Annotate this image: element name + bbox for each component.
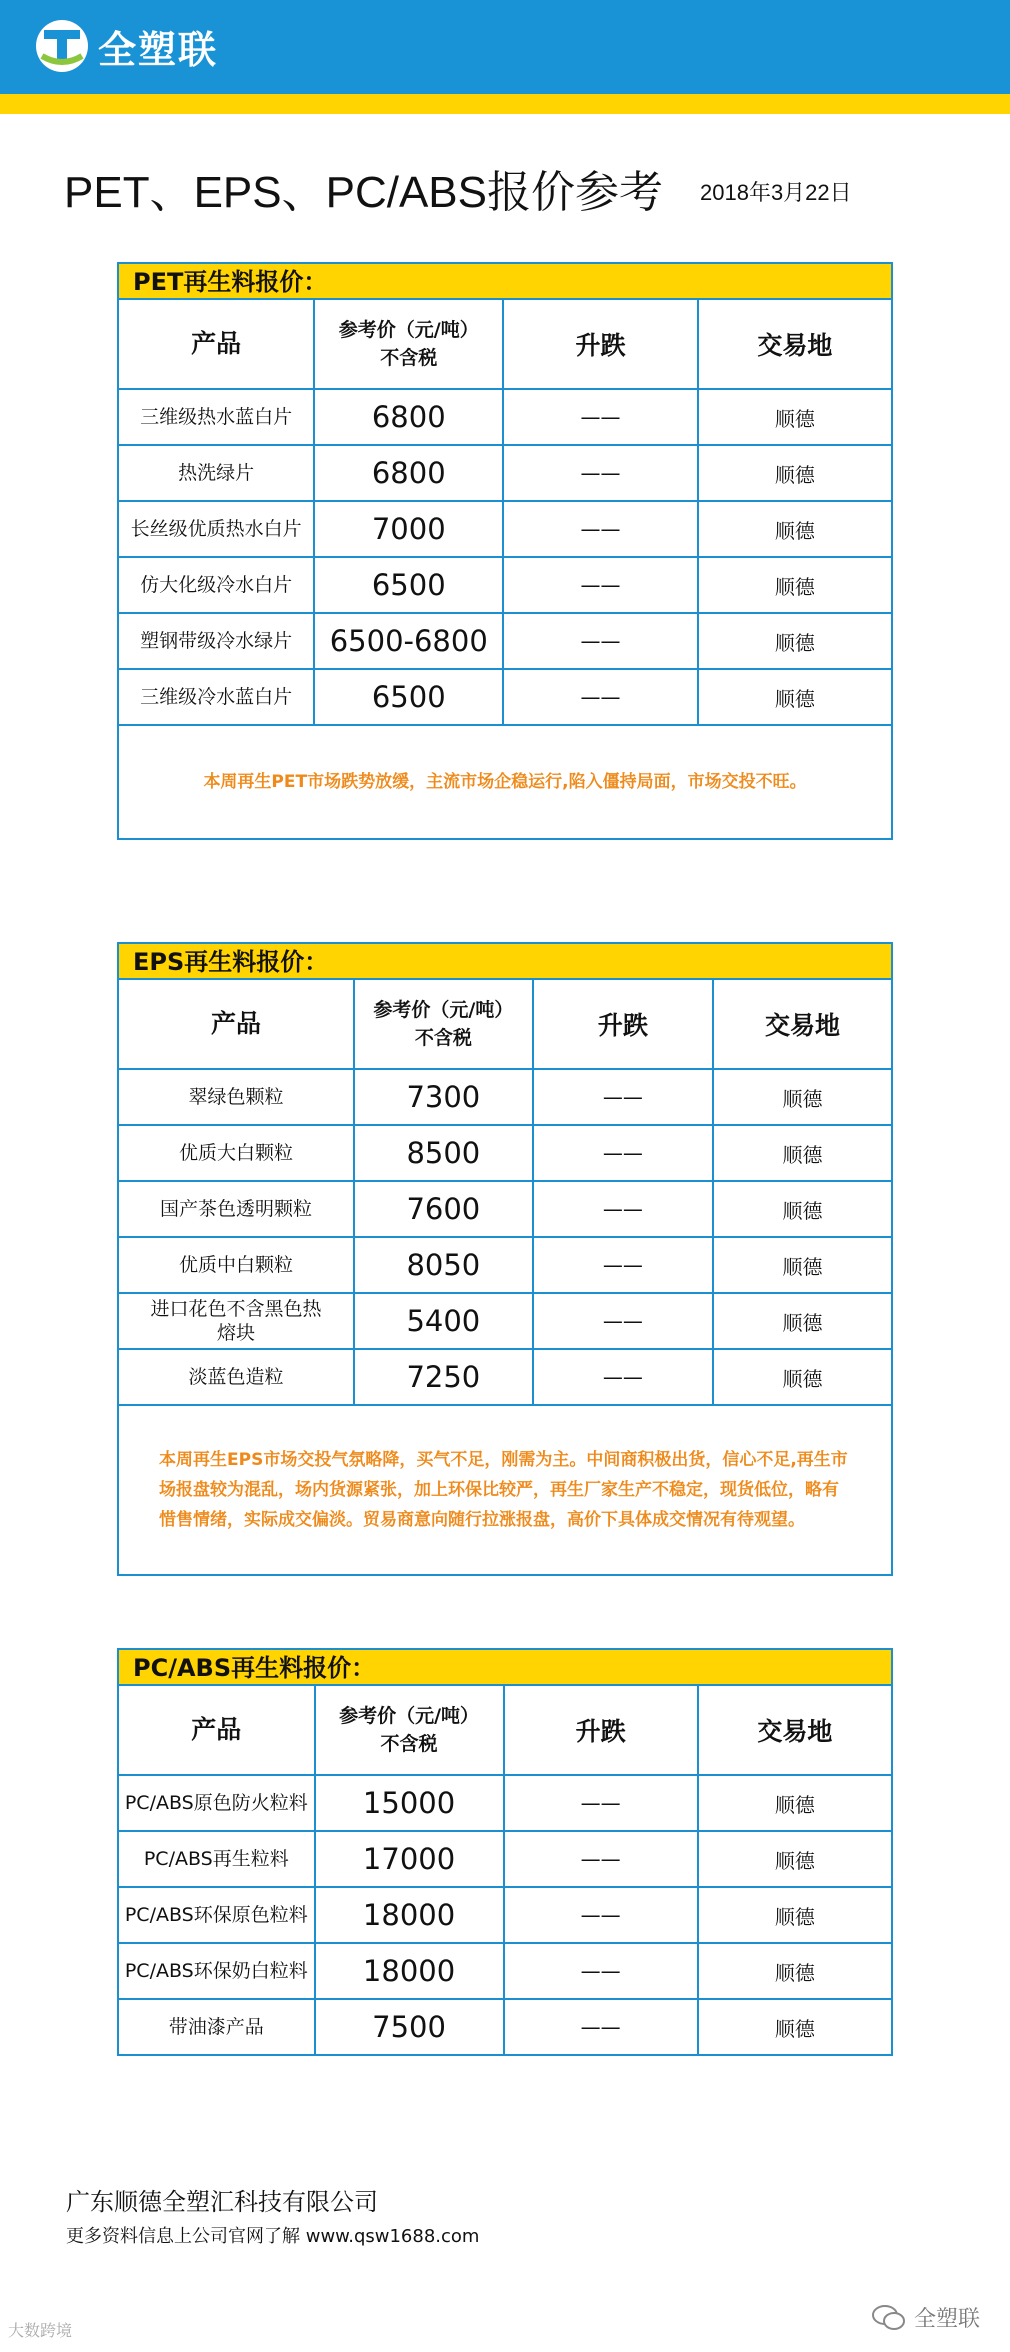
col-product: 产品 [118,299,314,389]
cell-price: 6500-6800 [314,613,503,669]
table-row [118,389,892,445]
table-row [118,1237,892,1293]
cell-place: 顺德 [713,1069,892,1125]
cell-place: 顺德 [713,1125,892,1181]
table-header-row [118,299,892,389]
section-title: EPS再生料报价： [117,942,893,978]
cell-place: 顺德 [698,1887,892,1943]
table-row [118,1125,892,1181]
cell-product: 淡蓝色造粒 [118,1349,354,1405]
col-price-line1: 参考价（元/吨） [339,1705,480,1727]
cell-product: 长丝级优质热水白片 [118,501,314,557]
table-row [118,613,892,669]
cell-price: 7500 [315,1999,504,2055]
table-row [118,445,892,501]
cell-price: 7300 [354,1069,532,1125]
page-date: 2018年3月22日 [700,180,852,205]
col-price-line2: 不含税 [414,1027,472,1049]
cell-product: PC/ABS环保奶白粒料 [118,1943,315,1999]
cell-price: 7250 [354,1349,532,1405]
cell-place: 顺德 [698,445,892,501]
cell-product: 热洗绿片 [118,445,314,501]
logo-icon [34,18,90,74]
table-row [118,1775,892,1831]
cell-price: 7000 [314,501,503,557]
table-header-row [118,1685,892,1775]
col-price [314,299,503,389]
table-row [118,501,892,557]
col-place: 交易地 [698,1685,892,1775]
table-header-row [118,979,892,1069]
table-row [118,1943,892,1999]
cell-change: —— [533,1237,713,1293]
col-change: 升跌 [533,979,713,1069]
cell-place: 顺德 [713,1349,892,1405]
market-note: 本周再生PET市场跌势放缓，主流市场企稳运行,陷入僵持局面，市场交投不旺。 [118,725,892,839]
cell-price: 18000 [315,1943,504,1999]
table-row [118,1349,892,1405]
cell-price: 8500 [354,1125,532,1181]
table-row [118,669,892,725]
table-row [118,1831,892,1887]
cell-product: 带油漆产品 [118,1999,315,2055]
cell-change: —— [504,1943,698,1999]
brand-name: 全塑联 [98,27,219,72]
cell-change: —— [503,445,697,501]
cell-change: —— [533,1125,713,1181]
cell-price: 6500 [314,557,503,613]
cell-product: 塑钢带级冷水绿片 [118,613,314,669]
cell-price: 7600 [354,1181,532,1237]
cell-place: 顺德 [713,1237,892,1293]
cell-change: —— [504,1887,698,1943]
cell-change: —— [503,389,697,445]
col-change: 升跌 [504,1685,698,1775]
cell-change: —— [503,557,697,613]
table-row [118,557,892,613]
cell-change: —— [533,1069,713,1125]
market-note: 本周再生EPS市场交投气氛略降，买气不足，刚需为主。中间商积极出货，信心不足,再生市场报盘较为混乱，场内货源紧张，加上环保比较严，再生厂家生产不稳定，现货低位，略有惜售情绪，实际成交偏淡。贸易商意向随行拉涨报盘，高价下具体成交情况有待观望。 [118,1405,892,1575]
cell-product: PC/ABS原色防火粒料 [118,1775,315,1831]
section-title: PC/ABS再生料报价： [117,1648,893,1684]
cell-place: 顺德 [698,1943,892,1999]
col-price-line1: 参考价（元/吨） [373,999,514,1021]
note-row [118,1405,892,1575]
col-product: 产品 [118,1685,315,1775]
brand-logo [34,16,218,76]
cell-product: 国产茶色透明颗粒 [118,1181,354,1237]
cell-product: PC/ABS环保原色粒料 [118,1887,315,1943]
corner-brand: 全塑联 [914,2307,981,2332]
col-price-line2: 不含税 [380,1733,438,1755]
section-eps [117,942,893,1576]
cell-change: —— [503,613,697,669]
col-place: 交易地 [713,979,892,1069]
table-row [118,1887,892,1943]
footer-company: 广东顺德全塑汇科技有限公司 [66,2188,378,2216]
col-price [315,1685,504,1775]
header-stripe [0,94,1010,114]
cell-product: 翠绿色颗粒 [118,1069,354,1125]
cell-product: 优质大白颗粒 [118,1125,354,1181]
cell-place: 顺德 [698,1775,892,1831]
cell-change: —— [504,1999,698,2055]
cell-place: 顺德 [698,557,892,613]
cell-product: 仿大化级冷水白片 [118,557,314,613]
col-price [354,979,532,1069]
price-table [117,1684,893,2056]
cell-price: 5400 [354,1293,532,1349]
table-row [118,1069,892,1125]
note-row [118,725,892,839]
cell-product: 进口花色不含黑色热熔块 [118,1293,354,1349]
cell-change: —— [533,1349,713,1405]
cell-price: 18000 [315,1887,504,1943]
corner-watermark-right [872,2302,980,2333]
cell-product: 三维级热水蓝白片 [118,389,314,445]
price-table [117,978,893,1576]
table-row [118,1999,892,2055]
cell-change: —— [533,1181,713,1237]
col-place: 交易地 [698,299,892,389]
col-price-line2: 不含税 [380,347,438,369]
col-price-line1: 参考价（元/吨） [338,319,479,341]
section-pet [117,262,893,840]
cell-price: 6800 [314,389,503,445]
cell-change: —— [533,1293,713,1349]
cell-place: 顺德 [713,1181,892,1237]
cell-place: 顺德 [698,389,892,445]
cell-price: 6500 [314,669,503,725]
section-pcabs [117,1648,893,2056]
cell-place: 顺德 [698,1831,892,1887]
cell-place: 顺德 [698,1999,892,2055]
cell-price: 8050 [354,1237,532,1293]
cell-change: —— [504,1775,698,1831]
page-title: PET、EPS、PC/ABS报价参考 [64,168,664,217]
cell-change: —— [503,669,697,725]
cell-product: PC/ABS再生粒料 [118,1831,315,1887]
cell-change: —— [503,501,697,557]
col-product: 产品 [118,979,354,1069]
cell-place: 顺德 [713,1293,892,1349]
cell-place: 顺德 [698,501,892,557]
table-row [118,1293,892,1349]
cell-price: 15000 [315,1775,504,1831]
cell-price: 17000 [315,1831,504,1887]
price-table [117,298,893,840]
table-row [118,1181,892,1237]
cell-place: 顺德 [698,669,892,725]
wechat-icon [872,2304,906,2332]
col-change: 升跌 [503,299,697,389]
cell-product: 三维级冷水蓝白片 [118,669,314,725]
footer-website: 更多资料信息上公司官网了解 www.qsw1688.com [66,2226,480,2247]
cell-place: 顺德 [698,613,892,669]
cell-change: —— [504,1831,698,1887]
cell-product: 优质中白颗粒 [118,1237,354,1293]
section-title: PET再生料报价： [117,262,893,298]
cell-price: 6800 [314,445,503,501]
corner-watermark-left: 大数跨境 [8,2321,73,2340]
